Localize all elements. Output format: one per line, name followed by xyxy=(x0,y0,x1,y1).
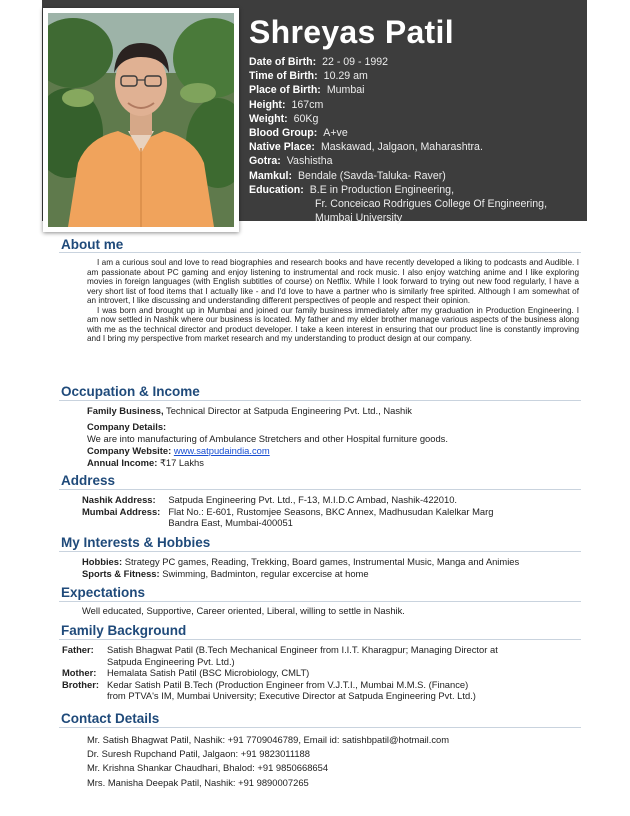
family-line: Satpuda Engineering Pvt. Ltd.) xyxy=(106,655,235,667)
detail-value: 10.29 am xyxy=(323,70,368,83)
section-divider xyxy=(59,400,581,401)
hobbies-label: Hobbies: xyxy=(82,556,123,567)
address-label: Nashik Address: xyxy=(82,494,156,505)
address-value xyxy=(168,506,493,529)
detail-value: 167cm xyxy=(291,98,324,111)
profile-details xyxy=(249,55,579,225)
section-divider xyxy=(59,727,581,728)
detail-row-gotra xyxy=(249,154,579,168)
detail-row-mamkul xyxy=(249,169,579,183)
address-line: Bandra East, Mumbai-400051 xyxy=(168,517,293,529)
family-label: Father: xyxy=(62,644,94,655)
profile-photo xyxy=(48,13,234,227)
detail-row-blood-group xyxy=(249,126,579,140)
detail-value: B.E in Production Engineering, xyxy=(309,183,455,196)
family-label: Brother: xyxy=(62,678,99,690)
section-title-expectations: Expectations xyxy=(61,585,146,600)
section-title-occupation: Occupation & Income xyxy=(61,384,200,399)
detail-value: Mumbai xyxy=(326,84,365,97)
detail-label: Time of Birth: xyxy=(249,70,318,83)
contact-list xyxy=(87,733,449,790)
education-line: Mumbai University xyxy=(315,212,403,225)
section-divider xyxy=(59,601,581,602)
company-website-link[interactable]: www.satpudaindia.com xyxy=(173,445,270,456)
detail-label: Height: xyxy=(249,98,286,111)
annual-income-value: ₹17 Lakhs xyxy=(159,457,204,468)
family-value xyxy=(107,667,498,679)
family-label: Mother: xyxy=(62,667,97,679)
detail-value: Vashistha xyxy=(286,155,333,168)
detail-row-pob xyxy=(249,83,579,97)
annual-income-label: Annual Income: xyxy=(87,457,158,468)
family-business-label: Family Business, xyxy=(87,405,164,416)
family-line: from PTVA's IM, Mumbai University; Executive Director at Satpuda Engineering Pvt. Ltd.) xyxy=(106,690,476,702)
family-business-value: Technical Director at Satpuda Engineering Pvt. Ltd., Nashik xyxy=(166,405,412,416)
section-title-contact: Contact Details xyxy=(61,711,160,726)
hobbies-value: Strategy PC games, Reading, Trekking, Board games, Instrumental Music, Manga and Animies xyxy=(124,556,520,567)
family-line: Satish Bhagwat Patil (B.Tech Mechanical Engineer from I.I.T. Kharagpur; Managing Director at xyxy=(106,644,498,655)
profile-photo-frame xyxy=(43,8,239,232)
expectations-text: Well educated, Supportive, Career oriented, Liberal, willing to settle in Nashik. xyxy=(82,605,405,616)
section-title-interests: My Interests & Hobbies xyxy=(61,535,211,550)
family-list xyxy=(62,644,498,702)
company-details-label: Company Details: xyxy=(87,421,167,432)
section-title-address: Address xyxy=(61,473,116,488)
address-list xyxy=(82,494,493,529)
contact-line: Mr. Satish Bhagwat Patil, Nashik: +91 7709046789, Email id: satishbpatil@hotmail.com xyxy=(87,734,450,745)
address-label: Mumbai Address: xyxy=(82,505,161,517)
sports-line xyxy=(82,568,369,580)
family-business-line xyxy=(87,405,412,417)
detail-row-weight xyxy=(249,112,579,126)
sports-label: Sports & Fitness: xyxy=(82,568,160,579)
education-line: Fr. Conceicao Rodrigues College Of Engineering, xyxy=(315,198,548,211)
detail-label: Place of Birth: xyxy=(249,84,321,97)
contact-line: Mrs. Manisha Deepak Patil, Nashik: +91 9890007265 xyxy=(87,776,309,788)
detail-row-tob xyxy=(249,69,579,83)
detail-value: Bendale (Savda-Taluka- Raver) xyxy=(297,169,446,182)
section-title-family: Family Background xyxy=(61,623,187,638)
contact-line: Mr. Krishna Shankar Chaudhari, Bhalod: +91 9850668654 xyxy=(87,762,329,774)
family-value xyxy=(107,644,498,667)
section-divider xyxy=(59,489,581,490)
hobbies-line xyxy=(82,556,519,568)
detail-value: 22 - 09 - 1992 xyxy=(322,56,389,68)
detail-label: Blood Group: xyxy=(249,127,318,140)
section-title-about: About me xyxy=(61,237,124,252)
detail-label: Education: xyxy=(249,183,304,196)
family-value xyxy=(107,679,498,702)
detail-label: Gotra: xyxy=(249,155,281,168)
about-paragraph: I was born and brought up in Mumbai and joined our family business immediately after my graduation in Production Engineering. I am now settled in Nashik where our business is located. My father and my elder brother manage various aspects of the business along with me as the technical director and product developer. I take a keen interest in ensuring that our product line is constantly improving and I bring my perspective from market research and my understanding to product design at our company. xyxy=(87,305,579,343)
sports-value: Swimming, Badminton, regular excercise at home xyxy=(162,568,369,579)
profile-name: Shreyas Patil xyxy=(249,14,454,50)
detail-row-height xyxy=(249,98,579,112)
address-line: Satpuda Engineering Pvt. Ltd., F-13, M.I.D.C Ambad, Nashik-422010. xyxy=(168,494,458,505)
detail-value: 60Kg xyxy=(293,112,319,125)
family-line: Kedar Satish Patil B.Tech (Production Engineer from V.J.T.I., Mumbai M.M.S. (Finance) xyxy=(106,678,469,690)
detail-value: Maskawad, Jalgaon, Maharashtra. xyxy=(320,141,483,154)
company-details-value: We are into manufacturing of Ambulance Stretchers and other Hospital furniture goods. xyxy=(87,433,448,444)
section-divider xyxy=(59,551,581,552)
about-text xyxy=(87,258,579,344)
detail-row-education xyxy=(249,183,579,197)
contact-line: Dr. Suresh Rupchand Patil, Jalgaon: +91 9823011188 xyxy=(87,748,310,760)
about-paragraph: I am a curious soul and love to read biographies and research books and have recently developed a liking to podcasts and Audible. I am passionate about PC gaming and enjoy listening to instrumental and rock music. I also enjoy watching anime and I like exploring movies in foreign languages (with English subtitles of course) on Netflix. While I look forward to trying out new food regularly, I have a very short list of food items that I actually like - and I'd love to have a partner who is similarly free spirited. Although I am somewhat of an introvert, I like discussing and understanding different perspectives of people and respect their opinion. xyxy=(87,258,579,305)
detail-row-dob xyxy=(249,55,579,69)
detail-value: A+ve xyxy=(323,127,348,140)
company-website-label: Company Website: xyxy=(87,445,172,456)
section-divider xyxy=(59,252,581,253)
detail-label: Weight: xyxy=(249,112,288,125)
detail-row-native-place xyxy=(249,140,579,154)
detail-label: Mamkul: xyxy=(249,169,292,182)
company-website-line xyxy=(87,445,270,457)
family-line: Hemalata Satish Patil (BSC Microbiology, CMLT) xyxy=(106,667,310,679)
detail-label: Date of Birth: xyxy=(249,56,317,68)
address-line: Flat No.: E-601, Rustomjee Seasons, BKC Annex, Madhusudan Kalelkar Marg xyxy=(168,505,494,517)
section-divider xyxy=(59,639,581,640)
annual-income-line xyxy=(87,457,204,469)
detail-label: Native Place: xyxy=(249,141,315,154)
address-value xyxy=(168,494,493,506)
